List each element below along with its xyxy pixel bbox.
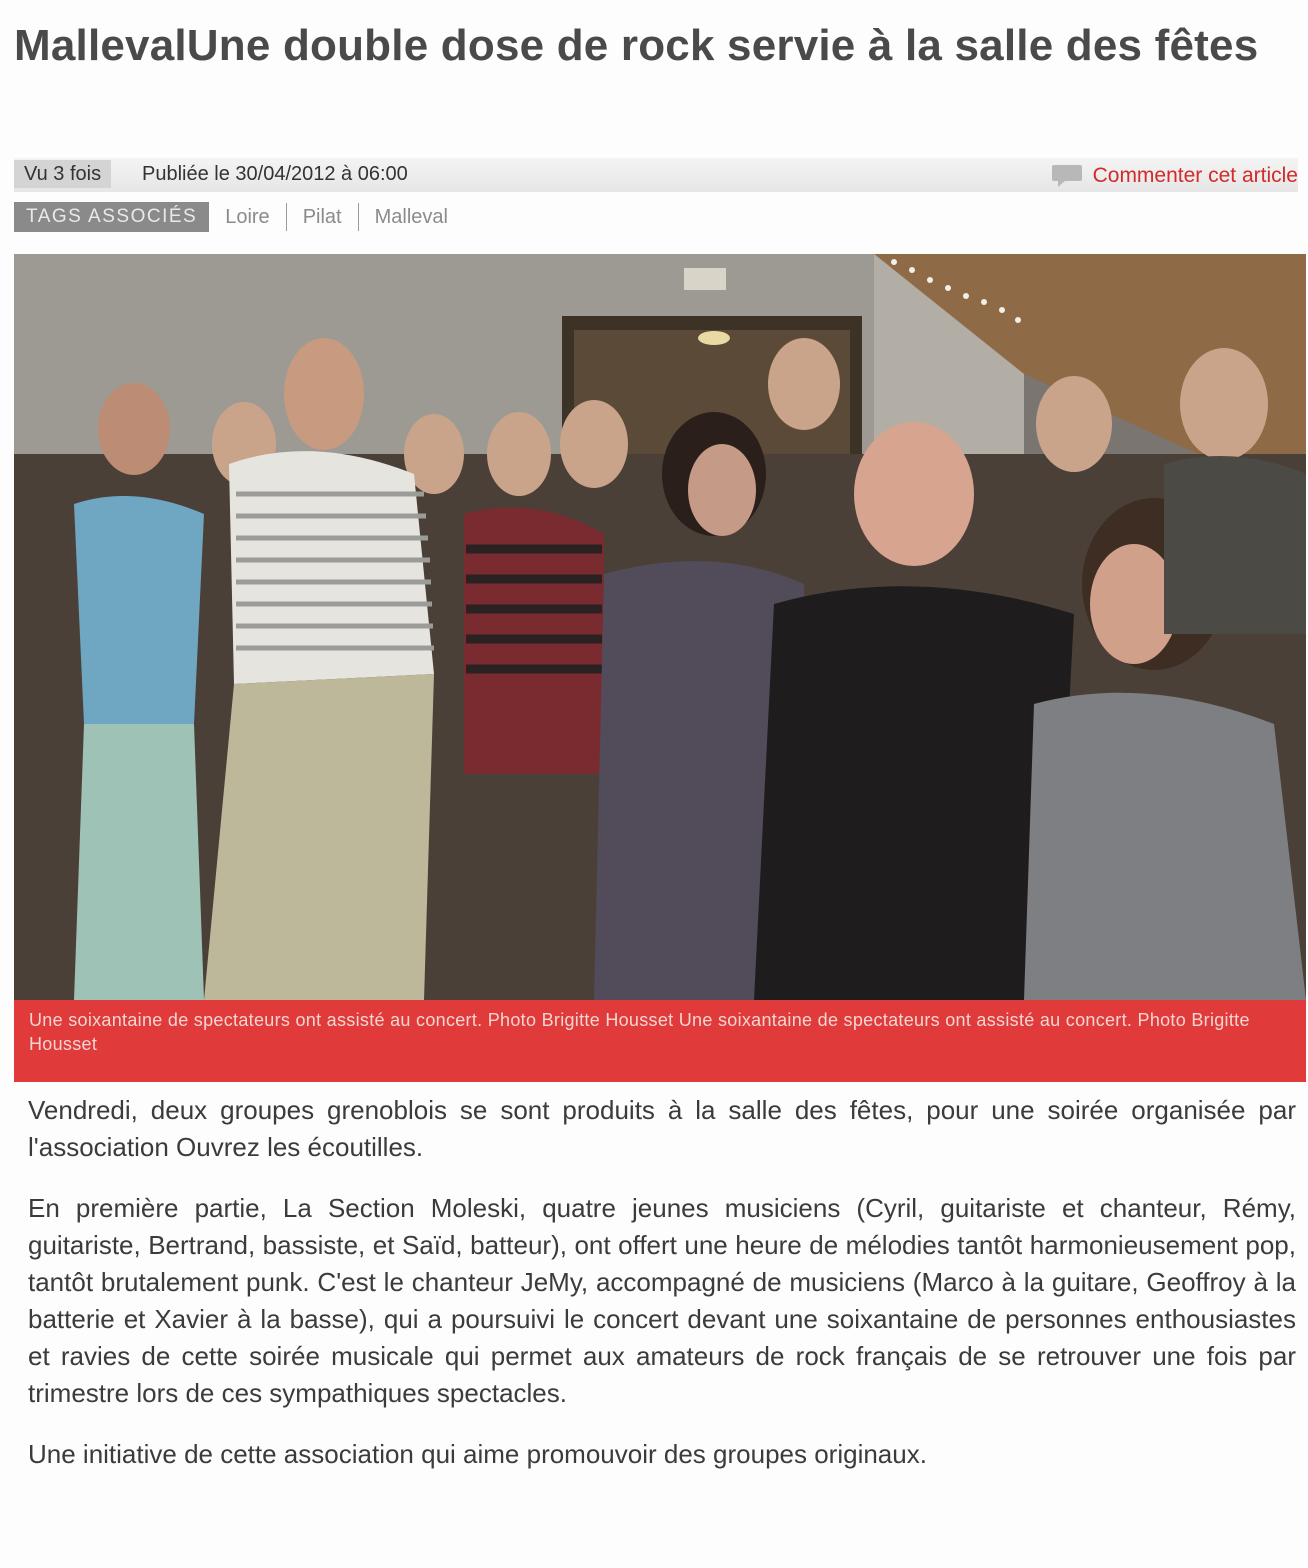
article-title: MallevalUne double dose de rock servie à la salle des fêtes — [14, 21, 1259, 70]
comment-bubble-icon — [1051, 163, 1083, 189]
article-photo — [14, 254, 1306, 1000]
article-paragraph: Une initiative de cette association qui aime promouvoir des groupes originaux. — [28, 1439, 927, 1469]
tag-pilat[interactable]: Pilat — [302, 206, 342, 228]
article-paragraph: Vendredi, deux groupes grenoblois se sont produits à la salle des fêtes, pour une soirée organisée par l'association Ouvrez les écoutilles. — [28, 1095, 1296, 1162]
tag-malleval[interactable]: Malleval — [374, 206, 448, 228]
article-paragraph: En première partie, La Section Moleski, quatre jeunes musiciens (Cyril, guitariste et chanteur, Rémy, guitariste, Bertrand, bassiste, et Saïd, batteur), ont offert une heure de mélodies tantôt harmonieusement pop, tantôt brutalement punk. C'est le chanteur JeMy, accompagné de musiciens (Marco à la guitare, Geoffroy à la batterie et Xavier à la basse), qui a poursuivi le concert devant une soixantaine de personnes enthousiastes et ravies de cette soirée musicale qui permet aux amateurs de rock français de se retrouver une fois par trimestre lors de ces sympathiques spectacles. — [28, 1193, 1296, 1408]
tags-row — [14, 202, 464, 232]
comment-article-link[interactable] — [1051, 162, 1298, 190]
publish-date: Publiée le 30/04/2012 à 06:00 — [142, 163, 408, 185]
tags-label: TAGS ASSOCIÉS — [14, 202, 209, 232]
tag-loire[interactable]: Loire — [225, 206, 270, 228]
article-meta-bar — [14, 158, 1298, 192]
comment-link-label: Commenter cet article — [1092, 164, 1298, 187]
view-count-badge: Vu 3 fois — [14, 160, 111, 188]
article-body — [28, 1092, 1296, 1497]
photo-caption: Une soixantaine de spectateurs ont assisté au concert. Photo Brigitte Housset Une soixantaine de spectateurs ont assisté au concert. Photo Brigitte Housset — [14, 1000, 1306, 1082]
